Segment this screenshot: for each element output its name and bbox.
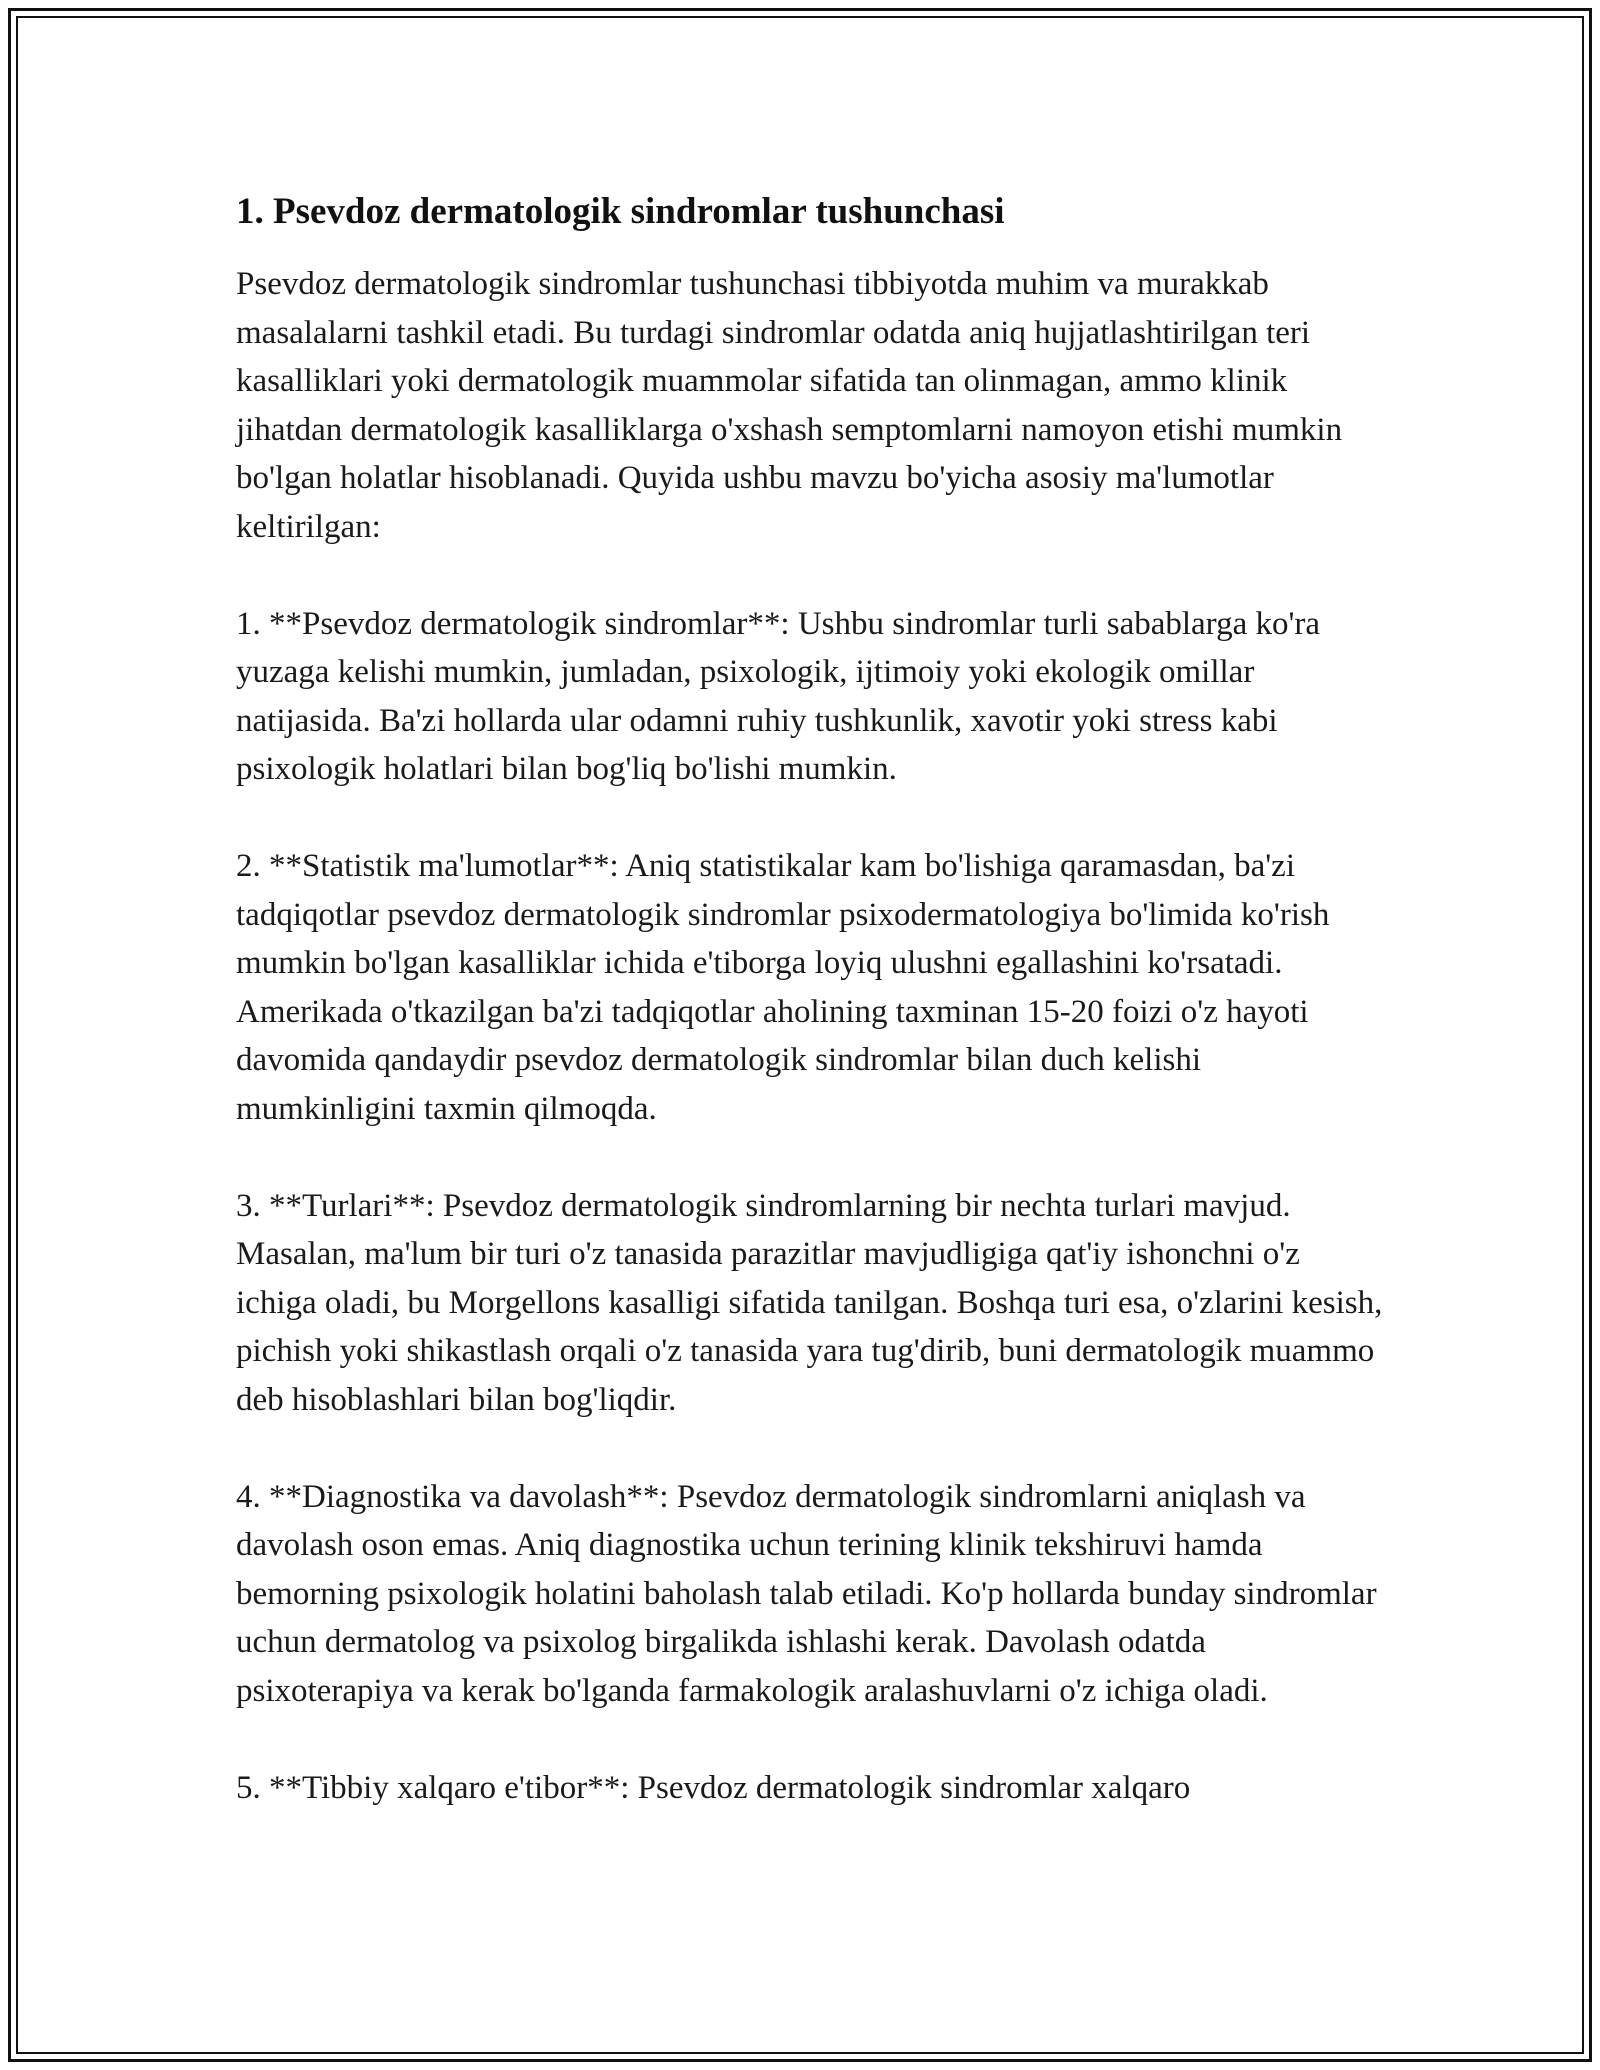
list-item-3-paragraph: 3. **Turlari**: Psevdoz dermatologik sindromlarning bir nechta turlari mavjud. Masalan, ma'lum bir turi o'z tanasida parazitlar mavjudligiga qat'iy ishonchni o'z ichiga oladi, bu Morgellons kasalligi sifatida tanilgan. Boshqa turi esa, o'zlarini kesish, pichish yoki shikastlash orqali o'z tanasida yara tug'dirib, buni dermatologik muammo deb hisoblashlari bilan bog'liqdir. [236,1187,1383,1418]
list-item-1-paragraph: 1. **Psevdoz dermatologik sindromlar**: Ushbu sindromlar turli sabablarga ko'ra yuzaga kelishi mumkin, jumladan, psixologik, ijtimoiy yoki ekologik omillar natijasida. Ba'zi hollarda ular odamni ruhiy tushkunlik, xavotir yoki stress kabi psixologik holatlari bilan bog'liq bo'lishi mumkin. [236,605,1321,787]
section-heading: 1. Psevdoz dermatologik sindromlar tushunchasi [236,191,1005,232]
list-item-4-paragraph: 4. **Diagnostika va davolash**: Psevdoz dermatologik sindromlarni aniqlash va davolash oson emas. Aniq diagnostika uchun terining klinik tekshiruvi hamda bemorning psixologik holatini baholash talab etiladi. Ko'p hollarda bunday sindromlar uchun dermatolog va psixolog birgalikda ishlashi kerak. Davolash odatda psixoterapiya va kerak bo'lganda farmakologik aralashuvlarni o'z ichiga oladi. [236,1478,1377,1709]
document-body [236,186,1386,1812]
list-item-2-paragraph: 2. **Statistik ma'lumotlar**: Aniq statistikalar kam bo'lishiga qaramasdan, ba'zi tadqiqotlar psevdoz dermatologik sindromlar psixodermatologiya bo'limida ko'rish mumkin bo'lgan kasalliklar ichida e'tiborga loyiq ulushni egallashini ko'rsatadi. Amerikada o'tkazilgan ba'zi tadqiqotlar aholining taxminan 15-20 foizi o'z hayoti davomida qandaydir psevdoz dermatologik sindromlar bilan duch kelishi mumkinligini taxmin qilmoqda. [236,848,1330,1127]
intro-paragraph: Psevdoz dermatologik sindromlar tushunchasi tibbiyotda muhim va murakkab masalalarni tashkil etadi. Bu turdagi sindromlar odatda aniq hujjatlashtirilgan teri kasalliklari yoki dermatologik muammolar sifatida tan olinmagan, ammo klinik jihatdan dermatologik kasalliklarga o'xshash semptomlarni namoyon etishi mumkin bo'lgan holatlar hisoblanadi. Quyida ushbu mavzu bo'yicha asosiy ma'lumotlar keltirilgan: [236,266,1343,545]
list-item-5-paragraph: 5. **Tibbiy xalqaro e'tibor**: Psevdoz dermatologik sindromlar xalqaro [236,1769,1191,1806]
